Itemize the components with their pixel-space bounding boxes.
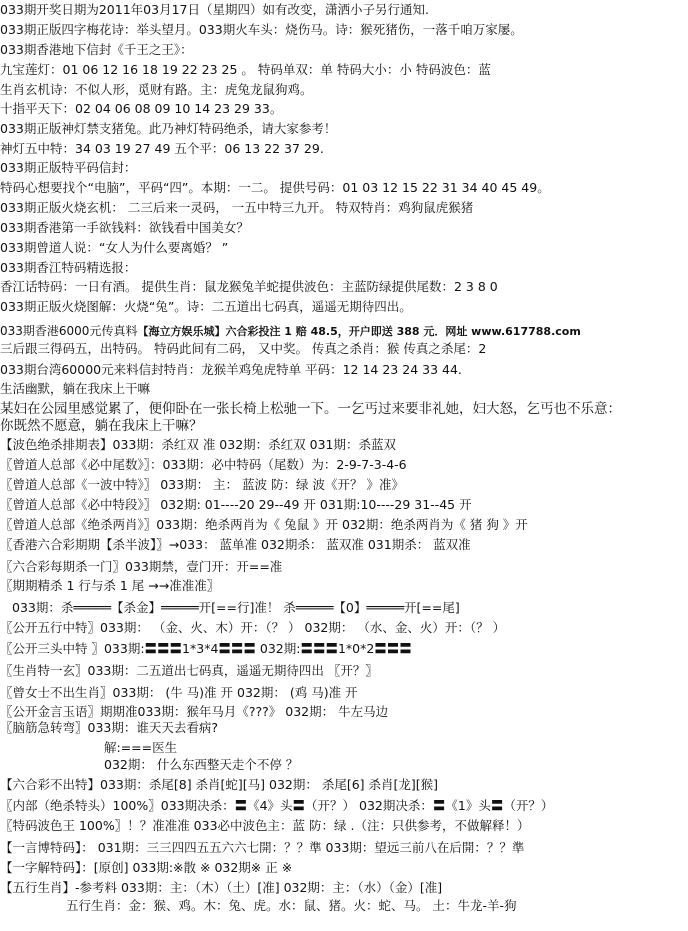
- xiangjiang-hints: 香江话特码：一日有酒。 提供生肖：鼠龙猴兔羊蛇提供波色：主蓝防绿提供尾数：2 3 8 0: [0, 279, 498, 294]
- one-wave-line: 〖曾道人总部《一波中特》〗 033期： 主： 蓝波 防：绿 波《开？ 》准》: [0, 477, 404, 492]
- lotus-lamp-numbers: 九宝莲灯：01 06 12 16 18 19 22 23 25 。 特码单双：单 特码大小：小 特码波色：蓝: [0, 62, 491, 77]
- brain-teaser-answer: 解:===医生: [104, 740, 178, 755]
- tail-number-line: 〖曾道人总部《必中尾数》〗：033期：必中特码（尾数）为：2-9-7-3-4-6: [0, 457, 407, 472]
- three-head-line: 〖公开三头中特 〗033期:〓〓〓1*3*4〓〓〓 032期:〓〓〓1*0*2〓〓〓: [0, 641, 412, 656]
- ten-finger-numbers: 十指平天下：02 04 06 08 09 10 14 23 29 33。: [0, 101, 283, 116]
- ad-prefix: 033期香港6000元传真料: [0, 324, 138, 338]
- wave-color-king-line: 〖特码波色王 100%〗！？准准准 033必中波色主：蓝 防：绿 .（注：只供参考，不做解释！）: [0, 818, 530, 833]
- brain-teaser-q1: 〖脑筋急转弯〗033期：谁天天去看病?: [0, 720, 218, 735]
- taiwan-data-line: 033期台湾60000元来料信封特肖：龙猴羊鸡兔虎特单 平码：12 14 23 24 33 44.: [0, 362, 462, 377]
- humor-text-1: 某妇在公园里感觉累了，便仰卧在一张长椅上松驰一下。一乞丐过来要非礼她，妇大怒，乞丐也不乐意：: [0, 401, 621, 417]
- fire-mystery-line: 033期正版火烧玄机： 二三后来一灵码， 一五中特三九开。 特双特肖：鸡狗鼠虎猴猪: [0, 200, 474, 215]
- xiangjiang-title: 033期香江特码精选报：: [0, 260, 137, 275]
- kill-row-tail-title: 〖期期精杀 1 行与杀 1 尾 →→准准准〗: [0, 578, 220, 593]
- flat-code-title: 033期正版特平码信封：: [0, 160, 137, 175]
- draw-date-notice: 033期开奖日期为2011年03月17日（星期四）如有改变，潇洒小子另行通知.: [0, 2, 429, 17]
- five-elements-zodiac-line: 【五行生肖】-参考料 033期：主：（木）（土）[准] 032期：主：（水）（金）[准]: [0, 880, 443, 895]
- money-data-line: 033期香港第一手欲钱料：欲钱看中国美女？: [0, 220, 249, 235]
- one-word-decode-line: 【一字解特码】：[原创] 033期:※散 ※ 032期※ 正 ※: [0, 860, 293, 875]
- lamp-five-special: 神灯五中特：34 03 19 27 49 五个平：06 13 22 37 29.: [0, 141, 324, 156]
- casino-ad-line: [0, 322, 581, 339]
- three-after-line: 三后跟三得码五，出特码。 特码此间有二码， 又中奖。 传真之杀肖：猴 传真之杀尾：2: [0, 341, 487, 356]
- kill-two-zodiac-line: 〖曾道人总部《绝杀两肖》〗033期：绝杀两肖为《 兔鼠 》开 032期：绝杀两肖为《 猪 狗 》开: [0, 517, 528, 532]
- humor-title: 生活幽默，躺在我床上干嘛: [0, 381, 151, 396]
- ms-zeng-line: 〖曾女士不出生肖〗033期： (牛 马)准 开 032期： (鸡 马)准 开: [0, 685, 358, 700]
- zeng-saying: 033期曾道人说：“女人为什么要离婚？ ”: [0, 240, 229, 255]
- ad-link[interactable]: 【海立方娱乐城】六合彩投注 1 赔 48.5，开户即送 388 元．网址 www.617788.com: [137, 325, 581, 338]
- special-segment-line: 〖曾道人总部《必中特段》〗 032期: 01----20 29--49 开 031期:10----29 31--45 开: [0, 497, 472, 512]
- humor-text-2: 你既然不愿意，躺在我床上干嘛？: [0, 418, 203, 434]
- one-word-bet-line: 【一言博特码】： 031期：三三四四五五六六七開：？？準 033期：望远三前八在后開：？？準: [0, 840, 525, 855]
- five-elements-line: 〖公开五行中特〗033期： （金、火、木）开：（？ ） 032期： （水、金、火）开：（？ ）: [0, 620, 506, 635]
- five-elements-mapping: 五行生肖：金：猴、鸡。木：兔、虎。水：鼠、猪。火：蛇、马。 土：牛龙-羊-狗: [66, 898, 517, 913]
- plum-poem-line: 033期正版四字梅花诗：举头望月。033期火车头：烧伤马。诗：猴死猪伤，一落千咱万家屡。: [0, 22, 523, 37]
- kill-metal-line: 033期：杀═════【杀金】═════开[==行]准！ 杀═════【0】═════开[==尾]: [12, 600, 460, 615]
- zodiac-poem: 生肖玄机诗：不似人形，觅财有路。主：虎兔龙鼠狗鸡。: [0, 82, 313, 97]
- half-wave-line: 〖香港六合彩期期【杀半波】〗→033： 蓝单准 032期杀： 蓝双准 031期杀： 蓝双准: [0, 537, 471, 552]
- kill-one-door-line: 〖六合彩每期杀一门〗033期禁，壹门开：开==准: [0, 559, 283, 574]
- wave-color-table: 【波色绝杀排期表】033期：杀红双 准 032期：杀红双 031期：杀蓝双: [0, 437, 396, 452]
- computer-hint-line: 特码心想要找个“电脑”，平码“四”。本期：一二。 提供号码：01 03 12 15 22 31 34 40 45 49。: [0, 180, 550, 195]
- envelope-title: 033期香港地下信封《千王之王》：: [0, 42, 193, 57]
- fire-diagram-line: 033期正版火烧图解：火烧“兔”。诗：二五道出七码真，遥遥无期待四出。: [0, 299, 412, 314]
- lamp-ban-note: 033期正版神灯禁支猪兔。此乃神灯特码绝杀，请大家参考！: [0, 121, 337, 136]
- golden-words-line: 〖公开金言玉语〗期期准033期：猴年马月《???》 032期： 牛左马边: [0, 704, 389, 719]
- brain-teaser-q2: 032期： 什么东西整天走个不停 ？: [104, 757, 299, 772]
- zodiac-mystery-line: 〖生肖特一玄〗033期：二五道出七码真，遥遥无期待四出 〖开？〗: [0, 663, 378, 678]
- internal-kill-head-line: 〖内部（绝杀特头）100%〗033期决杀：〓《4》头〓（开？） 032期决杀：〓《1》头〓（开？）: [0, 798, 554, 813]
- no-special-line: 【六合彩不出特】033期：杀尾[8] 杀肖[蛇][马] 032期： 杀尾[6] 杀肖[龙][猴]: [0, 777, 439, 792]
